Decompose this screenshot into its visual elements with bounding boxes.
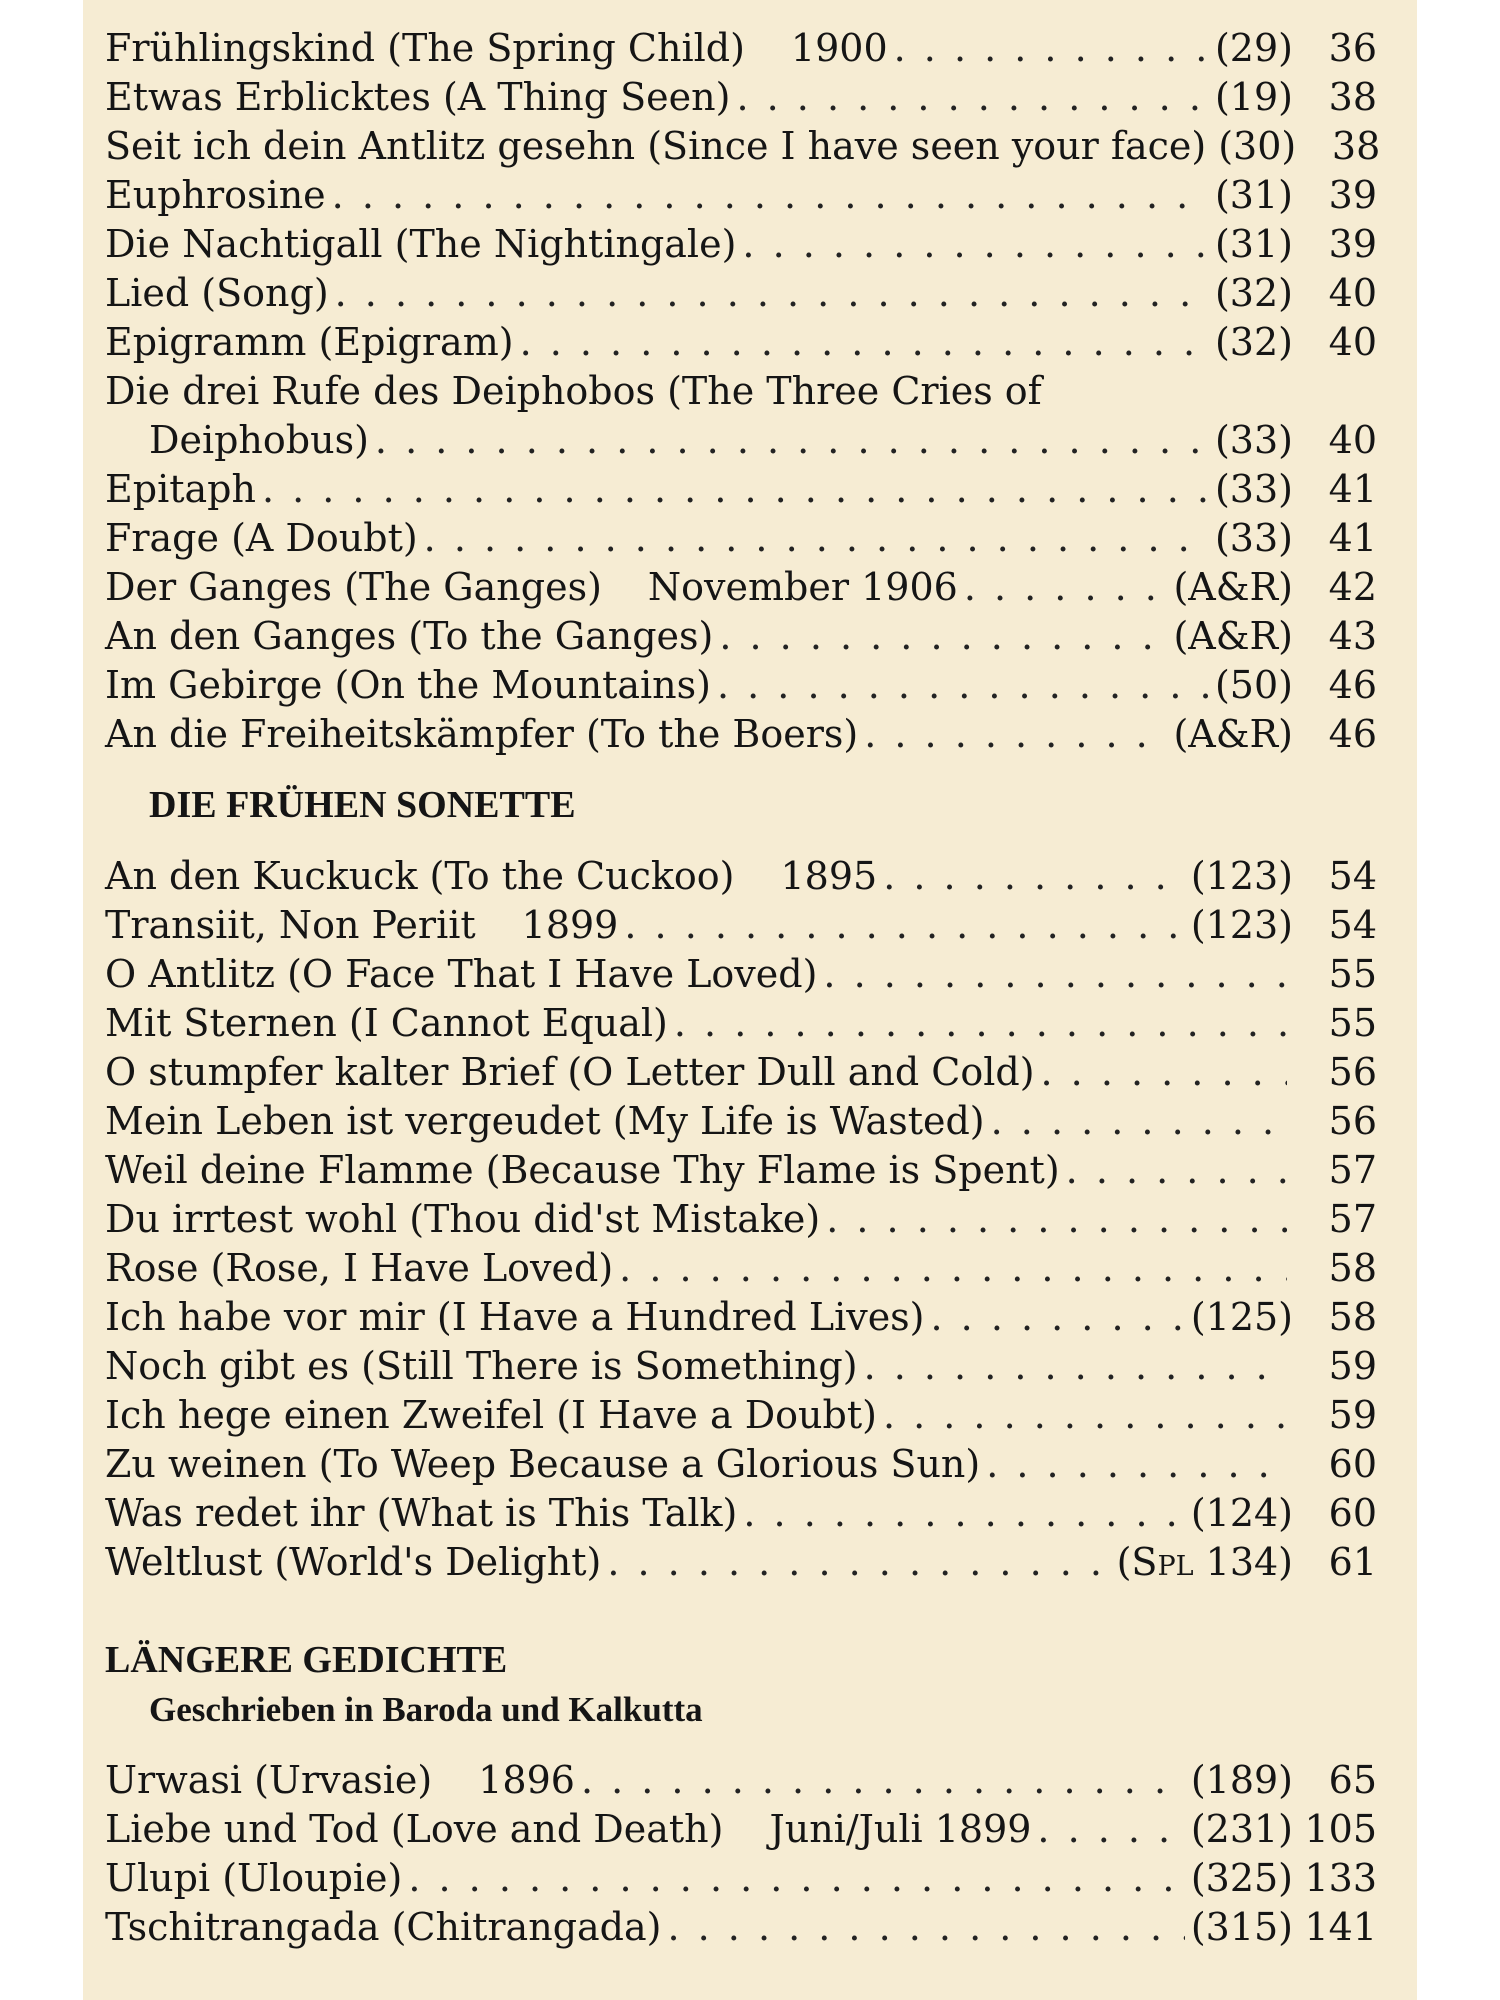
- entry-title: Transiit, Non Periit: [105, 903, 476, 947]
- toc-entry: [105, 1097, 1377, 1146]
- entry-reference: (A&R): [1173, 565, 1293, 609]
- toc-entry-line1: [105, 367, 1377, 416]
- entry-title: Mit Sternen (I Cannot Equal): [105, 1001, 668, 1045]
- entry-title: Epigramm (Epigram): [105, 320, 514, 364]
- leader-dots: [864, 1342, 1287, 1391]
- entry-title: Frühlingskind (The Spring Child): [105, 26, 745, 70]
- entry-title: An die Freiheitskämpfer (To the Boers): [105, 712, 859, 756]
- entry-page: 57: [1328, 1197, 1377, 1241]
- entry-title: Epitaph: [105, 467, 256, 511]
- entry-page: 54: [1328, 854, 1377, 898]
- entry-reference: (123): [1190, 903, 1293, 947]
- entry-page: 38: [1331, 124, 1381, 168]
- entry-reference: (123): [1190, 854, 1293, 898]
- entry-title: Die Nachtigall (The Nightingale): [105, 222, 737, 266]
- spacer: [105, 830, 1377, 852]
- entry-reference: (231): [1190, 1807, 1293, 1851]
- leader-dots: [408, 1854, 1184, 1903]
- leader-dots: [736, 73, 1209, 122]
- entry-reference: (33): [1214, 516, 1293, 560]
- leader-dots: [674, 999, 1287, 1048]
- entry-page: 56: [1328, 1099, 1377, 1143]
- entry-page: 46: [1328, 712, 1377, 756]
- entry-page: 65: [1328, 1758, 1377, 1802]
- entry-title: Weltlust (World's Delight): [105, 1540, 602, 1584]
- leader-dots: [1041, 1048, 1287, 1097]
- toc-entry: [105, 514, 1377, 563]
- entry-title: Noch gibt es (Still There is Something): [105, 1344, 858, 1388]
- entry-title: Zu weinen (To Weep Because a Glorious Sun): [105, 1442, 981, 1486]
- entry-page: 60: [1328, 1442, 1377, 1486]
- entry-title: Lied (Song): [105, 271, 329, 315]
- spacer: [105, 1734, 1377, 1756]
- leader-dots: [742, 220, 1209, 269]
- entry-reference: (32): [1214, 320, 1293, 364]
- entry-title: Rose (Rose, I Have Loved): [105, 1246, 614, 1290]
- entry-page: 57: [1328, 1148, 1377, 1192]
- leader-dots: [719, 612, 1167, 661]
- leader-dots: [619, 1244, 1287, 1293]
- entry-page: 41: [1328, 467, 1377, 511]
- entry-page: 58: [1328, 1246, 1377, 1290]
- toc-entry: [105, 1391, 1377, 1440]
- table-of-contents: [105, 24, 1381, 1952]
- toc-section-sonette: [105, 781, 1377, 1587]
- toc-entry: [105, 1805, 1377, 1854]
- leader-dots: [991, 1097, 1287, 1146]
- toc-entry-line2: [105, 416, 1377, 465]
- entry-title: Etwas Erblicktes (A Thing Seen): [105, 75, 731, 119]
- toc-entry: [105, 1538, 1377, 1587]
- leader-dots: [931, 1293, 1185, 1342]
- section-heading: LÄNGERE GEDICHTE: [105, 1639, 508, 1681]
- entry-page: 133: [1304, 1856, 1377, 1900]
- section-subheading: Geschrieben in Baroda und Kalkutta: [149, 1690, 703, 1729]
- leader-dots: [624, 901, 1184, 950]
- entry-page: 46: [1328, 663, 1377, 707]
- entry-page: 60: [1328, 1491, 1377, 1535]
- toc-entry: [105, 1342, 1377, 1391]
- toc-entry: [105, 171, 1377, 220]
- toc-entry: [105, 1195, 1377, 1244]
- entry-date: 1899: [521, 903, 619, 947]
- entry-page: 59: [1328, 1344, 1377, 1388]
- entry-reference: (30): [1218, 124, 1297, 168]
- book-page: [83, 0, 1417, 2000]
- entry-page: 40: [1328, 320, 1377, 364]
- toc-entry: [105, 1293, 1377, 1342]
- entry-title: Frage (A Doubt): [105, 516, 418, 560]
- toc-entry: [105, 1854, 1377, 1903]
- leader-dots: [335, 269, 1209, 318]
- leader-dots: [1037, 1805, 1184, 1854]
- entry-title: Die drei Rufe des Deiphobos (The Three Cries of: [105, 369, 1042, 413]
- entry-reference: (124): [1190, 1491, 1293, 1535]
- entry-title: Euphrosine: [105, 173, 326, 217]
- entry-page: 40: [1328, 271, 1377, 315]
- leader-dots: [986, 1440, 1287, 1489]
- entry-page: 42: [1328, 565, 1377, 609]
- entry-page: 43: [1328, 614, 1377, 658]
- entry-date: Juni/Juli 1899: [769, 1807, 1032, 1851]
- entry-title: O stumpfer kalter Brief (O Letter Dull and Cold): [105, 1050, 1035, 1094]
- entry-title: Was redet ihr (What is This Talk): [105, 1491, 738, 1535]
- entry-page: 39: [1328, 222, 1377, 266]
- leader-dots: [826, 1195, 1287, 1244]
- leader-dots: [332, 171, 1209, 220]
- entry-title: Du irrtest wohl (Thou did'st Mistake): [105, 1197, 821, 1241]
- toc-entry: [105, 1489, 1377, 1538]
- toc-entry: [105, 1756, 1377, 1805]
- section-heading: DIE FRÜHEN SONETTE: [149, 784, 576, 826]
- leader-dots: [717, 661, 1209, 710]
- entry-title: Seit ich dein Antlitz gesehn (Since I have seen your face): [105, 124, 1207, 168]
- spacer: [105, 1587, 1377, 1636]
- entry-title: Liebe und Tod (Love and Death): [105, 1807, 724, 1851]
- entry-reference: (31): [1214, 173, 1293, 217]
- entry-reference: (29): [1214, 26, 1293, 70]
- leader-dots: [262, 465, 1209, 514]
- entry-title: Ulupi (Uloupie): [105, 1856, 403, 1900]
- entry-page: 38: [1328, 75, 1377, 119]
- entry-page: 59: [1328, 1393, 1377, 1437]
- entry-title: Weil deine Flamme (Because Thy Flame is Spent): [105, 1148, 1060, 1192]
- entry-page: 39: [1328, 173, 1377, 217]
- entry-page: 55: [1328, 952, 1377, 996]
- entry-page: 41: [1328, 516, 1377, 560]
- entry-date: 1896: [478, 1758, 575, 1802]
- leader-dots: [823, 950, 1287, 999]
- toc-entry: [105, 220, 1377, 269]
- entry-date: November 1906: [647, 565, 958, 609]
- entry-title: O Antlitz (O Face That I Have Loved): [105, 952, 818, 996]
- entry-title: Tschitrangada (Chitrangada): [105, 1905, 662, 1949]
- toc-section-intro: [105, 24, 1381, 759]
- entry-reference: (31): [1214, 222, 1293, 266]
- entry-title: Der Ganges (The Ganges): [105, 565, 602, 609]
- toc-entry: [105, 1048, 1377, 1097]
- entry-page: 105: [1304, 1807, 1377, 1851]
- leader-dots: [883, 1391, 1287, 1440]
- toc-entry: [105, 122, 1381, 171]
- toc-entry: [105, 661, 1377, 710]
- leader-dots: [1066, 1146, 1287, 1195]
- entry-reference: (Spl 134): [1116, 1540, 1293, 1584]
- entry-page: 36: [1328, 26, 1377, 70]
- entry-page: 58: [1328, 1295, 1377, 1339]
- toc-entry: [105, 563, 1377, 612]
- toc-entry: [105, 612, 1377, 661]
- toc-entry: [105, 465, 1377, 514]
- leader-dots: [375, 416, 1209, 465]
- leader-dots: [964, 563, 1168, 612]
- entry-reference: (A&R): [1173, 614, 1293, 658]
- leader-dots: [743, 1489, 1184, 1538]
- entry-reference: (33): [1214, 418, 1293, 462]
- entry-title: Ich habe vor mir (I Have a Hundred Lives): [105, 1295, 925, 1339]
- entry-page: 56: [1328, 1050, 1377, 1094]
- entry-title: An den Ganges (To the Ganges): [105, 614, 714, 658]
- entry-reference: (325): [1190, 1856, 1293, 1900]
- entry-page: 54: [1328, 903, 1377, 947]
- leader-dots: [667, 1903, 1184, 1952]
- entry-reference: (19): [1214, 75, 1293, 119]
- leader-dots: [894, 24, 1209, 73]
- entry-reference: (50): [1214, 663, 1293, 707]
- entry-reference: (A&R): [1173, 712, 1293, 756]
- entry-page: 61: [1328, 1540, 1377, 1584]
- toc-entry: [105, 1244, 1377, 1293]
- entry-page: 40: [1328, 418, 1377, 462]
- toc-entry: [105, 852, 1377, 901]
- leader-dots: [424, 514, 1209, 563]
- toc-entry: [105, 24, 1377, 73]
- entry-reference: (315): [1190, 1905, 1293, 1949]
- entry-title: Urwasi (Urvasie): [105, 1758, 433, 1802]
- toc-entry: [105, 73, 1377, 122]
- entry-title: Im Gebirge (On the Mountains): [105, 663, 711, 707]
- leader-dots: [883, 852, 1185, 901]
- entry-title: An den Kuckuck (To the Cuckoo): [105, 854, 735, 898]
- toc-entry: [105, 999, 1377, 1048]
- entry-title-continued: Deiphobus): [149, 418, 369, 462]
- spacer: [105, 759, 1377, 781]
- toc-entry: [105, 269, 1377, 318]
- leader-dots: [581, 1756, 1185, 1805]
- leader-dots: [520, 318, 1209, 367]
- entry-reference: (189): [1190, 1758, 1293, 1802]
- toc-section-laengere: [105, 1636, 1377, 1952]
- toc-entry: [105, 1146, 1377, 1195]
- entry-date: 1895: [780, 854, 878, 898]
- entry-reference: (125): [1190, 1295, 1293, 1339]
- leader-dots: [864, 710, 1167, 759]
- leader-dots: [607, 1538, 1110, 1587]
- toc-entry: [105, 901, 1377, 950]
- entry-reference: (33): [1214, 467, 1293, 511]
- toc-entry: [105, 318, 1377, 367]
- toc-entry: [105, 1903, 1377, 1952]
- entry-title: Mein Leben ist vergeudet (My Life is Wasted): [105, 1099, 985, 1143]
- entry-page: 55: [1328, 1001, 1377, 1045]
- entry-page: 141: [1304, 1905, 1377, 1949]
- entry-title: Ich hege einen Zweifel (I Have a Doubt): [105, 1393, 877, 1437]
- entry-reference: (32): [1214, 271, 1293, 315]
- toc-entry: [105, 950, 1377, 999]
- entry-date: 1900: [790, 26, 888, 70]
- toc-entry: [105, 1440, 1377, 1489]
- toc-entry: [105, 710, 1377, 759]
